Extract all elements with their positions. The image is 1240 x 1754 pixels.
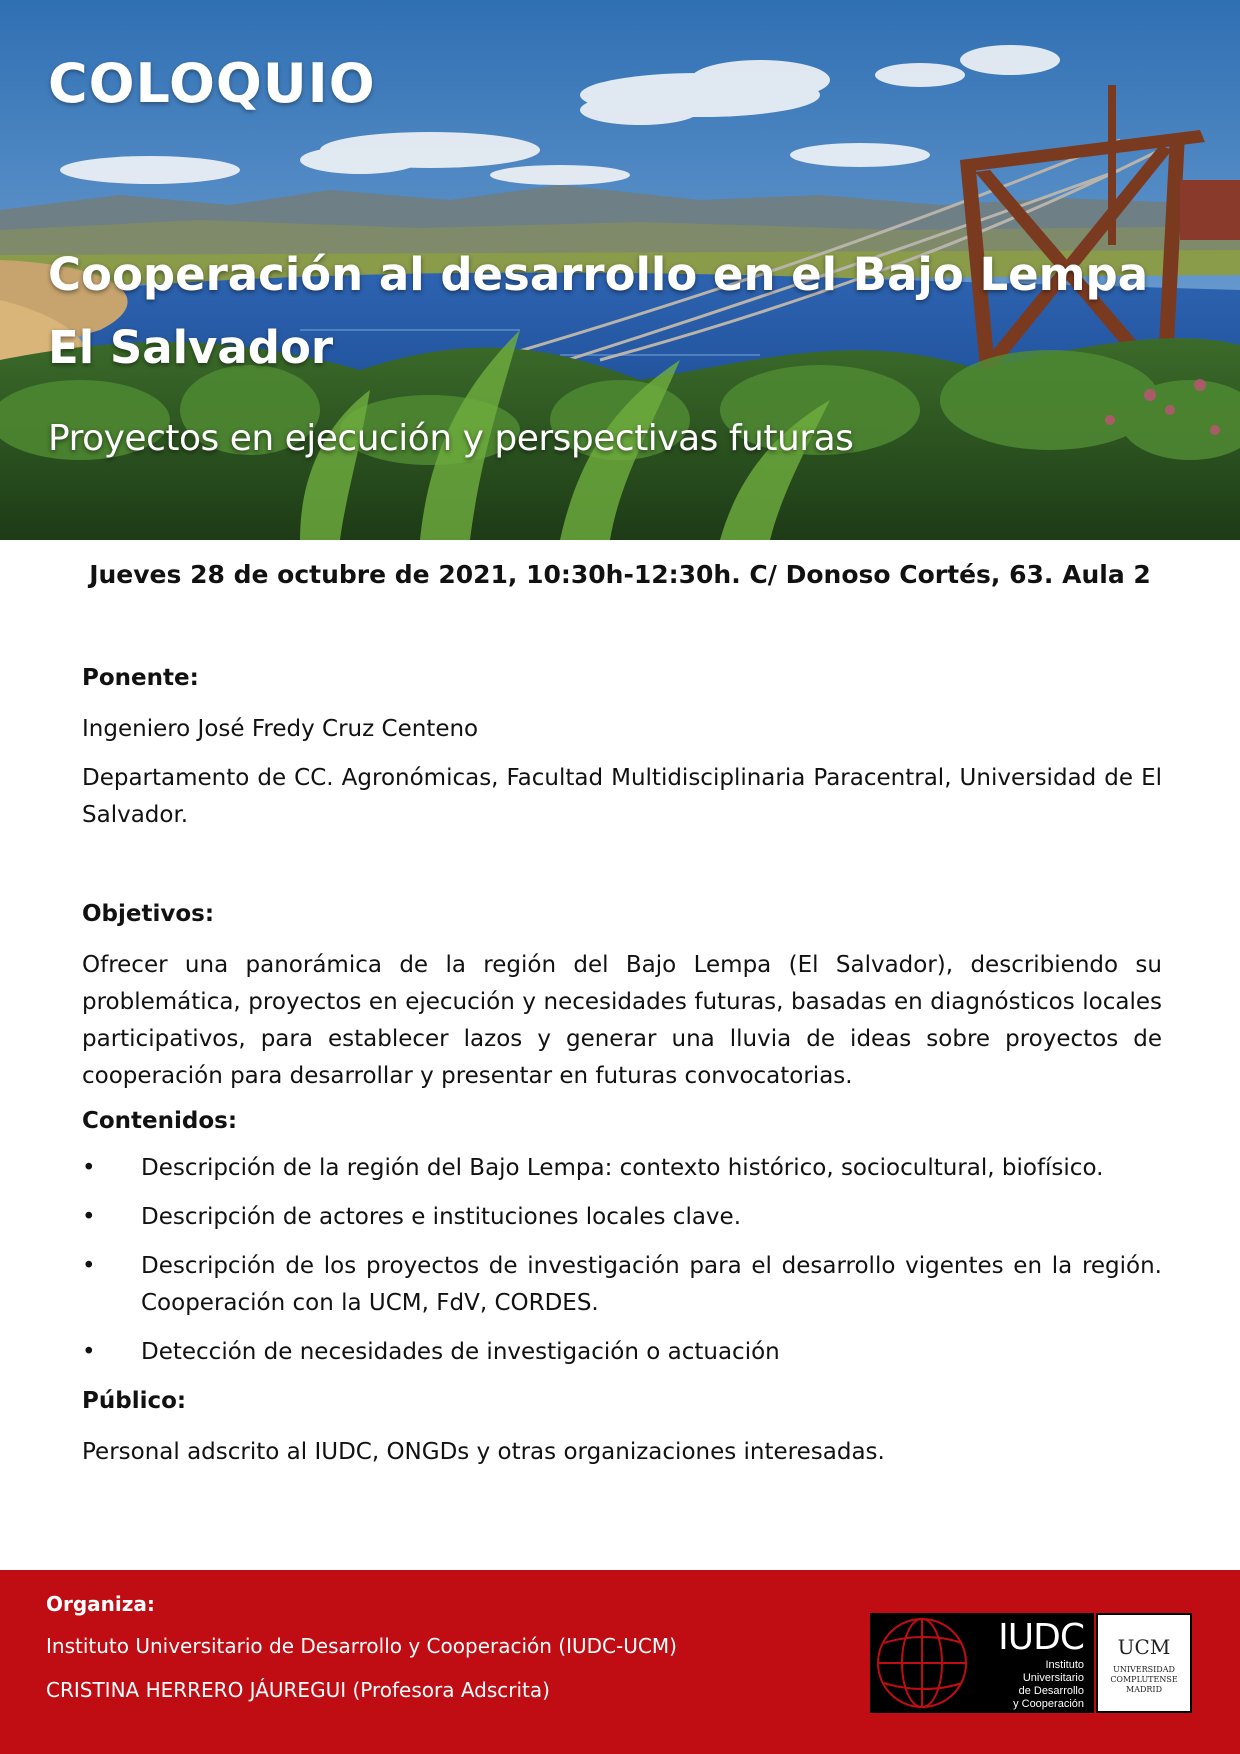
organizer-contact: CRISTINA HERRERO JÁUREGUI (Profesora Adscrita) [46, 1678, 550, 1702]
event-title-line-2: El Salvador [48, 321, 334, 374]
list-item-text: Descripción de la región del Bajo Lempa: contexto histórico, sociocultural, biofísico. [141, 1155, 1104, 1181]
list-item-text: Descripción de los proyectos de investigación para el desarrollo vigentes en la región. Cooperación con la UCM, FdV, CORDES. [141, 1253, 1162, 1316]
iudc-sub-line: y Cooperación [1013, 1698, 1084, 1710]
list-item [82, 1248, 1162, 1322]
contents-heading: Contenidos: [82, 1108, 238, 1134]
ucm-sub-line: MADRID [1126, 1685, 1162, 1694]
contents-section [82, 1103, 1162, 1371]
list-item-text: Detección de necesidades de investigación o actuación [141, 1339, 780, 1365]
list-item [82, 1199, 1162, 1236]
ucm-sub-line: COMPLUTENSE [1110, 1675, 1178, 1684]
ucm-logo-text: UCM [1117, 1635, 1171, 1659]
objectives-heading: Objetivos: [82, 901, 215, 927]
iudc-logo-text: IUDC [998, 1617, 1084, 1658]
list-item [82, 1334, 1162, 1371]
ucm-logo-subtitle [1098, 1665, 1190, 1695]
speaker-section [82, 660, 1162, 834]
list-item-text: Descripción de actores e instituciones locales clave. [141, 1204, 741, 1230]
iudc-logo-subtitle [1013, 1659, 1084, 1711]
bullet-icon: • [82, 1339, 96, 1365]
event-title [48, 238, 1218, 384]
speaker-affiliation: Departamento de CC. Agronómicas, Facultad Multidisciplinaria Paracentral, Universidad de El Salvador. [82, 765, 1162, 828]
bullet-icon: • [82, 1204, 96, 1230]
iudc-logo [870, 1613, 1094, 1713]
event-subtitle: Proyectos en ejecución y perspectivas futuras [48, 418, 854, 459]
globe-icon [874, 1613, 974, 1713]
audience-heading: Público: [82, 1388, 187, 1414]
iudc-sub-line: Instituto [1045, 1659, 1084, 1671]
speaker-name: Ingeniero José Fredy Cruz Centeno [82, 716, 479, 742]
logos-group [870, 1613, 1192, 1713]
organizer-institution: Instituto Universitario de Desarrollo y Cooperación (IUDC-UCM) [46, 1634, 677, 1658]
ucm-sub-line: UNIVERSIDAD [1113, 1665, 1175, 1674]
iudc-sub-line: de Desarrollo [1018, 1685, 1084, 1697]
audience-text: Personal adscrito al IUDC, ONGDs y otras organizaciones interesadas. [82, 1439, 885, 1465]
organizer-heading: Organiza: [46, 1592, 155, 1616]
objectives-text: Ofrecer una panorámica de la región del Bajo Lempa (El Salvador), describiendo su problemática, proyectos en ejecución y necesidades futuras, basadas en diagnósticos locales participativos, para establecer lazos y generar una lluvia de ideas sobre proyectos de cooperación para desarrollar y presentar en futuras convocatorias. [82, 952, 1162, 1089]
event-type-label: COLOQUIO [48, 52, 376, 115]
organizer-footer [0, 1570, 1240, 1754]
contents-list [82, 1150, 1162, 1371]
list-item [82, 1150, 1162, 1187]
audience-section [82, 1383, 1162, 1471]
iudc-sub-line: Universitario [1022, 1672, 1084, 1684]
bullet-icon: • [82, 1155, 96, 1181]
event-date-location: Jueves 28 de octubre de 2021, 10:30h-12:30h. C/ Donoso Cortés, 63. Aula 2 [89, 560, 1151, 589]
ucm-logo [1096, 1613, 1192, 1713]
hero-banner [0, 0, 1240, 540]
objectives-section [82, 896, 1162, 1095]
event-title-line-1: Cooperación al desarrollo en el Bajo Lempa [48, 248, 1149, 301]
speaker-heading: Ponente: [82, 665, 199, 691]
event-details [82, 660, 1162, 1471]
bullet-icon: • [82, 1253, 96, 1279]
